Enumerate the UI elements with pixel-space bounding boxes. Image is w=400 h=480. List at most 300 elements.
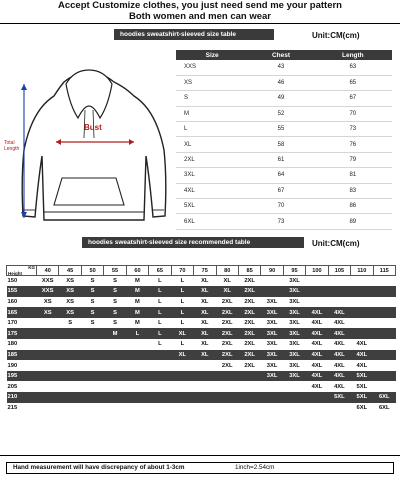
recommended-size-cell: 2XL [238,286,260,297]
recommended-size-cell: 4XL [306,307,328,318]
recommended-size-cell: XS [37,297,59,308]
recommended-size-cell [373,339,395,350]
recommended-size-cell [37,350,59,361]
inch-conversion: 1inch=2.54cm [235,464,275,471]
size-table-header [176,50,392,60]
weight-header: 100 [306,266,328,276]
recommended-size-cell: XS [59,307,81,318]
recommended-size-cell: 6XL [373,392,395,403]
recommended-size-cell: S [81,318,103,329]
chest-cell: 70 [248,199,313,214]
recommended-size-cell [37,339,59,350]
recommended-size-cell [37,328,59,339]
recommended-size-cell [81,403,103,414]
recommended-row [7,297,396,308]
height-cell: 160 [7,297,37,308]
recommended-size-cell [216,403,238,414]
recommended-size-cell: S [104,286,126,297]
recommended-size-cell: 3XL [261,318,283,329]
recommended-size-cell [104,403,126,414]
chest-cell: 61 [248,152,313,167]
recommended-size-cell: L [149,339,171,350]
recommended-size-cell [37,381,59,392]
recommended-size-cell: 2XL [216,350,238,361]
recommended-size-cell: 2XL [238,360,260,371]
recommended-size-cell [194,381,216,392]
recommended-size-cell: 2XL [216,339,238,350]
recommended-size-cell: 3XL [283,307,305,318]
recommended-size-cell: 2XL [238,297,260,308]
recommended-size-cell [104,381,126,392]
recommended-size-cell [104,360,126,371]
recommended-row [7,276,396,287]
hoodie-diagram [4,60,174,230]
recommended-row [7,350,396,361]
recommended-size-cell: 3XL [261,339,283,350]
recommended-size-cell [238,403,260,414]
header-line-1: Accept Customize clothes, you just need send me your pattern [57,0,342,11]
recommended-size-cell: L [149,307,171,318]
recommended-size-cell [59,339,81,350]
weight-header: 90 [261,266,283,276]
size-table-row [176,183,392,198]
size-table-row [176,106,392,121]
weight-header: 65 [149,266,171,276]
size-table-row [176,199,392,214]
weight-header: 70 [171,266,193,276]
height-cell: 210 [7,392,37,403]
discrepancy-note: Hand measurement will have discrepancy of about 1-3cm [13,464,185,471]
recommended-size-cell: S [104,307,126,318]
height-cell: 165 [7,307,37,318]
recommended-size-cell: 3XL [261,360,283,371]
weight-header: 40 [37,266,59,276]
chest-cell: 46 [248,75,313,90]
recommended-size-cell [59,381,81,392]
recommended-size-cell: XL [194,350,216,361]
recommended-size-cell [126,403,148,414]
chest-header: Chest [248,50,313,60]
weight-header: 60 [126,266,148,276]
recommended-size-cell: L [149,276,171,287]
chest-cell: 64 [248,168,313,183]
recommended-size-cell: 4XL [328,371,350,382]
recommended-size-cell [328,297,350,308]
recommended-size-cell: 2XL [238,276,260,287]
length-cell: 86 [314,199,392,214]
recommended-size-cell [37,318,59,329]
recommended-size-cell: XS [59,297,81,308]
size-cell: 2XL [176,152,248,167]
recommended-size-cell: 2XL [238,307,260,318]
recommended-size-cell [81,371,103,382]
recommended-size-cell: 2XL [216,307,238,318]
length-cell: 81 [314,168,392,183]
recommended-size-cell [37,392,59,403]
height-cell: 190 [7,360,37,371]
recommended-size-cell: L [149,286,171,297]
recommended-size-cell: M [126,297,148,308]
recommended-table-body [7,276,396,414]
recommended-row [7,360,396,371]
size-cell: S [176,91,248,106]
height-cell: 175 [7,328,37,339]
recommended-size-cell [283,403,305,414]
recommended-size-cell: XL [194,318,216,329]
size-header: Size [176,50,248,60]
chest-cell: 49 [248,91,313,106]
recommended-size-cell: XXS [37,286,59,297]
recommended-row [7,381,396,392]
recommended-size-cell: XL [194,307,216,318]
chest-cell: 55 [248,122,313,137]
recommended-size-cell [126,339,148,350]
recommended-size-cell [328,403,350,414]
recommended-row [7,392,396,403]
recommended-row [7,328,396,339]
recommended-size-cell [104,339,126,350]
recommended-size-cell: L [171,318,193,329]
recommended-size-cell: S [104,276,126,287]
recommended-size-cell: 4XL [306,318,328,329]
recommended-size-cell: 2XL [238,328,260,339]
recommended-size-cell: 2XL [238,350,260,361]
recommended-size-cell [126,392,148,403]
size-cell: 4XL [176,183,248,198]
recommended-size-cell [104,350,126,361]
weight-header: 50 [81,266,103,276]
recommended-size-cell: 4XL [351,350,373,361]
recommended-size-cell: S [81,307,103,318]
recommended-size-cell [59,392,81,403]
recommended-size-cell [149,371,171,382]
recommended-size-cell: L [171,307,193,318]
recommended-size-cell: XL [194,297,216,308]
bust-label: Bust [84,123,102,132]
recommended-size-cell: 2XL [216,328,238,339]
recommended-size-cell [171,371,193,382]
size-table-unit: Unit:CM(cm) [312,31,360,40]
height-cell: 185 [7,350,37,361]
length-cell: 67 [314,91,392,106]
recommended-size-cell [261,381,283,392]
recommended-size-cell [171,392,193,403]
size-cell: M [176,106,248,121]
recommended-size-cell [37,371,59,382]
length-cell: 63 [314,60,392,75]
recommended-size-cell: 4XL [328,350,350,361]
recommended-size-cell [59,360,81,371]
weight-header: 75 [194,266,216,276]
recommended-size-cell: XL [216,276,238,287]
recommended-size-cell: XL [194,328,216,339]
recommended-size-cell: 2XL [216,318,238,329]
weight-header: 105 [328,266,350,276]
recommended-size-cell: 4XL [306,350,328,361]
recommended-size-cell: L [171,339,193,350]
size-table-row [176,137,392,152]
recommended-size-cell: 4XL [306,339,328,350]
size-table-body [176,60,392,229]
weight-header: 115 [373,266,395,276]
length-cell: 73 [314,122,392,137]
recommended-size-cell: 4XL [328,381,350,392]
length-cell: 79 [314,152,392,167]
recommended-size-cell [351,286,373,297]
recommended-size-cell: 4XL [351,360,373,371]
recommended-size-cell: 3XL [283,328,305,339]
recommended-size-cell: XS [37,307,59,318]
recommended-size-cell [194,360,216,371]
recommended-size-cell [306,276,328,287]
weight-header: 95 [283,266,305,276]
size-cell: XXS [176,60,248,75]
recommended-size-cell: 4XL [328,318,350,329]
recommended-size-cell [194,403,216,414]
recommended-size-cell [126,360,148,371]
recommended-size-cell [59,350,81,361]
recommended-size-cell: 3XL [283,318,305,329]
recommended-size-cell [261,276,283,287]
recommended-size-cell: M [126,307,148,318]
recommended-size-cell [238,392,260,403]
recommended-size-cell: 4XL [306,328,328,339]
chest-cell: 67 [248,183,313,198]
recommended-size-cell [104,392,126,403]
recommended-size-cell: XS [59,276,81,287]
recommended-size-cell: S [81,297,103,308]
recommended-size-cell: XS [59,286,81,297]
height-cell: 195 [7,371,37,382]
recommended-size-cell: 4XL [306,371,328,382]
recommended-row [7,371,396,382]
length-cell: 76 [314,137,392,152]
recommended-size-cell [216,381,238,392]
height-cell: 155 [7,286,37,297]
recommended-size-cell: 3XL [283,360,305,371]
recommended-table-unit: Unit:CM(cm) [312,239,360,248]
recommended-size-cell: 3XL [283,371,305,382]
recommended-size-cell: 4XL [328,339,350,350]
recommended-size-cell [149,350,171,361]
recommended-size-cell [194,371,216,382]
recommended-size-cell [351,318,373,329]
header-line-2: Both women and men can wear [129,11,271,22]
size-cell: 5XL [176,199,248,214]
recommended-size-cell: 3XL [283,350,305,361]
height-cell: 215 [7,403,37,414]
weight-header: 55 [104,266,126,276]
length-cell: 83 [314,183,392,198]
recommended-size-cell [149,392,171,403]
divider [0,455,400,456]
chest-cell: 58 [248,137,313,152]
recommended-size-cell: 4XL [306,381,328,392]
recommended-size-cell: 5XL [328,392,350,403]
recommended-size-cell [104,371,126,382]
recommended-size-cell [283,381,305,392]
height-cell: 180 [7,339,37,350]
recommended-size-cell [306,297,328,308]
size-table [176,50,392,230]
chest-cell: 52 [248,106,313,121]
recommended-size-cell: M [126,276,148,287]
recommended-size-cell: 2XL [238,318,260,329]
length-cell: 70 [314,106,392,121]
recommended-size-cell: 4XL [328,360,350,371]
recommended-size-cell: XXS [37,276,59,287]
recommended-size-cell: 3XL [261,307,283,318]
recommended-size-cell [373,307,395,318]
chest-cell: 43 [248,60,313,75]
recommended-size-cell: S [81,286,103,297]
hoodie-illustration [4,60,174,230]
recommended-size-cell: S [81,276,103,287]
recommended-row [7,307,396,318]
recommended-size-cell [37,360,59,371]
recommended-size-cell: L [126,328,148,339]
size-cell: XS [176,75,248,90]
recommended-size-cell: 3XL [261,297,283,308]
recommended-size-cell [261,403,283,414]
recommended-size-cell [81,339,103,350]
recommended-size-cell [81,381,103,392]
height-label: Height [8,271,22,276]
recommended-size-cell: 4XL [328,328,350,339]
recommended-size-cell: 3XL [283,339,305,350]
recommended-size-cell: L [149,328,171,339]
weight-header: 85 [238,266,260,276]
recommended-size-cell: L [171,286,193,297]
header [0,0,400,24]
recommended-size-cell [373,318,395,329]
recommended-size-cell [283,392,305,403]
recommended-size-cell [194,392,216,403]
recommended-size-cell [81,328,103,339]
recommended-size-table [6,265,396,413]
recommended-size-cell: 3XL [261,371,283,382]
recommended-size-cell: S [104,297,126,308]
recommended-size-cell [216,371,238,382]
recommended-size-cell: M [126,318,148,329]
recommended-size-cell [238,381,260,392]
recommended-size-cell [37,403,59,414]
recommended-size-cell: L [171,276,193,287]
recommended-size-cell [171,381,193,392]
recommended-size-cell: 3XL [283,276,305,287]
recommended-size-cell: XL [171,350,193,361]
recommended-row [7,403,396,414]
recommended-size-cell [238,371,260,382]
recommended-size-cell [351,307,373,318]
recommended-size-cell: L [149,318,171,329]
recommended-size-cell [59,371,81,382]
height-cell: 150 [7,276,37,287]
recommended-size-cell [216,392,238,403]
recommended-size-cell: S [59,318,81,329]
recommended-size-cell [81,350,103,361]
recommended-size-cell: 5XL [351,381,373,392]
kg-label: KG [28,265,35,270]
recommended-size-cell: 2XL [238,339,260,350]
recommended-size-cell [306,392,328,403]
size-cell: XL [176,137,248,152]
recommended-size-cell: 4XL [351,339,373,350]
size-table-row [176,60,392,75]
recommended-size-cell: 5XL [351,392,373,403]
recommended-size-cell [171,360,193,371]
recommended-size-cell: S [104,318,126,329]
recommended-size-cell [149,360,171,371]
recommended-size-cell: 3XL [283,297,305,308]
weight-header: 80 [216,266,238,276]
size-cell: 3XL [176,168,248,183]
recommended-size-cell [351,328,373,339]
chest-cell: 73 [248,214,313,229]
size-table-row [176,122,392,137]
size-cell: 6XL [176,214,248,229]
recommended-size-cell [328,286,350,297]
weight-header: 45 [59,266,81,276]
recommended-table-title: hoodies sweatshirt-sleeved size recommended table [82,237,304,248]
recommended-size-cell: XL [194,276,216,287]
length-cell: 65 [314,75,392,90]
recommended-size-cell [149,403,171,414]
size-table-row [176,168,392,183]
recommended-size-cell [59,328,81,339]
recommended-size-cell: M [126,286,148,297]
recommended-size-cell [351,276,373,287]
recommended-size-cell [373,286,395,297]
recommended-size-cell [59,403,81,414]
size-table-row [176,91,392,106]
weight-header: 110 [351,266,373,276]
recommended-size-cell: L [149,297,171,308]
recommended-size-cell: 3XL [261,328,283,339]
height-cell: 170 [7,318,37,329]
recommended-size-cell: 2XL [216,297,238,308]
recommended-size-cell: 6XL [373,403,395,414]
recommended-size-cell [373,350,395,361]
recommended-size-cell: 3XL [261,350,283,361]
recommended-row [7,318,396,329]
recommended-size-cell: 4XL [306,360,328,371]
recommended-size-cell [373,381,395,392]
recommended-size-cell: 5XL [351,371,373,382]
weight-header-row [7,266,396,276]
recommended-size-cell [126,350,148,361]
recommended-row [7,339,396,350]
length-cell: 89 [314,214,392,229]
recommended-size-cell [171,403,193,414]
recommended-size-cell: 4XL [328,307,350,318]
recommended-size-cell [149,381,171,392]
recommended-size-cell [261,286,283,297]
recommended-size-cell: XL [171,328,193,339]
recommended-size-cell [373,276,395,287]
height-cell: 205 [7,381,37,392]
size-table-row [176,152,392,167]
recommended-size-cell [373,371,395,382]
recommended-size-cell [126,371,148,382]
length-header: Length [314,50,392,60]
recommended-size-cell [351,297,373,308]
size-table-row [176,214,392,229]
recommended-size-cell [126,381,148,392]
size-table-row [176,75,392,90]
recommended-size-cell [306,403,328,414]
recommended-size-cell: 6XL [351,403,373,414]
